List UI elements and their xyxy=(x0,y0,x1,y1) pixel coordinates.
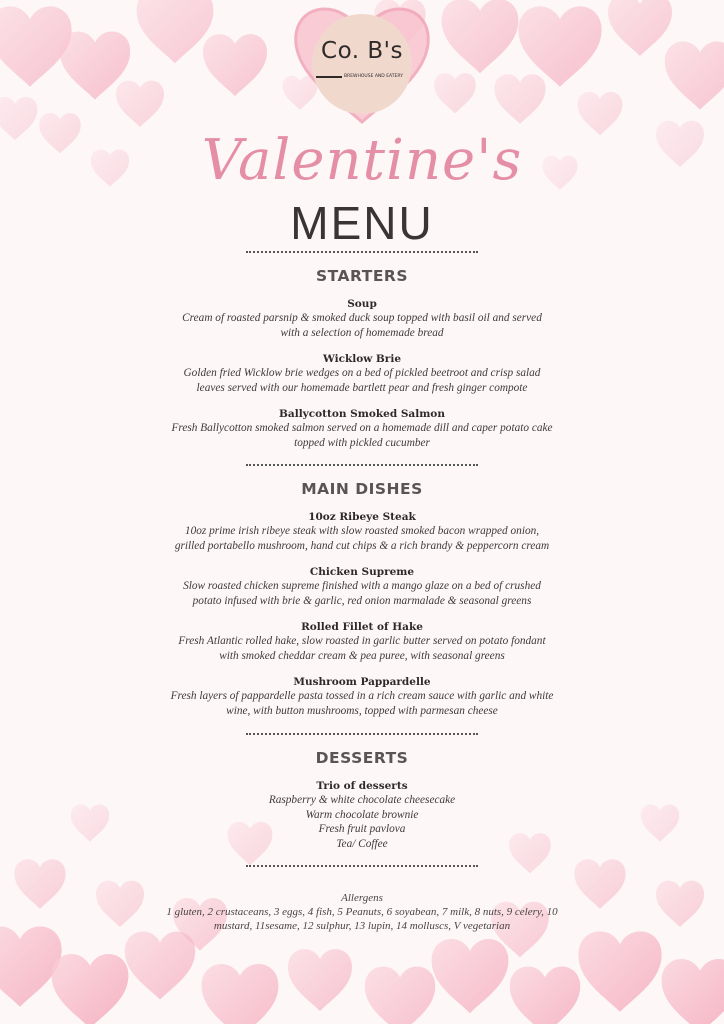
menu-item-ribeye-steak xyxy=(160,511,564,553)
description-line: with a selection of homemade bread xyxy=(280,326,444,339)
allergens-line: mustard, 11sesame, 12 sulphur, 13 lupin, 14 molluscs, V vegetarian xyxy=(213,920,511,932)
description-line: Slow roasted chicken supreme finished with a mango glaze on a bed of crushed xyxy=(183,580,541,592)
description-line: leaves served with our homemade bartlett pear and fresh ginger compote xyxy=(196,381,528,394)
description-line: Cream of roasted parsnip & smoked duck soup topped with basil oil and served xyxy=(182,312,542,324)
item-name: 10oz Ribeye Steak xyxy=(308,511,416,523)
description-line: wine, with button mushrooms, topped with parmesan cheese xyxy=(226,704,498,717)
description-line: Fresh layers of pappardelle pasta tossed in a rich cream sauce with garlic and white xyxy=(170,690,554,702)
description-line: Fresh Atlantic rolled hake, slow roasted in garlic butter served on potato fondant xyxy=(178,635,546,647)
item-description xyxy=(160,689,564,718)
item-name: Chicken Supreme xyxy=(309,566,415,578)
item-description xyxy=(160,311,564,340)
item-name: Wicklow Brie xyxy=(322,353,402,365)
description-line: Golden fried Wicklow brie wedges on a bed of pickled beetroot and crisp salad xyxy=(183,367,541,379)
menu-item-trio-of-desserts xyxy=(160,780,564,851)
item-name: Soup xyxy=(347,298,377,310)
allergens-note xyxy=(150,891,574,933)
divider xyxy=(246,733,478,735)
dessert-line: Raspberry & white chocolate cheesecake xyxy=(268,794,456,806)
divider xyxy=(246,865,478,867)
section-title-main-dishes: MAIN DISHES xyxy=(301,480,423,498)
menu-item-soup xyxy=(160,298,564,340)
menu-item-smoked-salmon xyxy=(160,408,564,450)
logo-name: Co. B's xyxy=(321,38,403,64)
item-name: Trio of desserts xyxy=(316,780,408,792)
item-description xyxy=(160,579,564,608)
dessert-line: Warm chocolate brownie xyxy=(305,808,419,821)
logo-disc xyxy=(312,14,412,114)
menu-title: MENU xyxy=(290,197,434,249)
description-line: topped with pickled cucumber xyxy=(294,436,430,449)
item-name: Mushroom Pappardelle xyxy=(293,676,431,688)
menu-item-mushroom-pappardelle xyxy=(160,676,564,718)
logo-underline xyxy=(316,76,342,78)
item-description xyxy=(160,524,564,553)
divider xyxy=(246,251,478,253)
menu-item-rolled-hake xyxy=(160,621,564,663)
dessert-line: Tea/ Coffee xyxy=(336,837,388,850)
description-line: grilled portabello mushroom, hand cut chips & a rich brandy & peppercorn cream xyxy=(174,539,550,552)
logo xyxy=(282,0,442,125)
item-name: Ballycotton Smoked Salmon xyxy=(279,408,445,420)
allergens-label: Allergens xyxy=(341,892,383,904)
divider xyxy=(246,464,478,466)
item-name: Rolled Fillet of Hake xyxy=(301,621,423,633)
description-line: with smoked cheddar cream & pea puree, with seasonal greens xyxy=(219,649,505,662)
description-line: Fresh Ballycotton smoked salmon served on a homemade dill and caper potato cake xyxy=(171,422,553,434)
section-title-desserts: DESSERTS xyxy=(315,749,409,767)
menu-item-wicklow-brie xyxy=(160,353,564,395)
dessert-line: Fresh fruit pavlova xyxy=(318,823,406,835)
item-description xyxy=(160,634,564,663)
section-title-starters: STARTERS xyxy=(315,267,409,285)
logo-tagline: BREWHOUSE AND EATERY xyxy=(344,74,403,79)
menu-item-chicken-supreme xyxy=(160,566,564,608)
item-description xyxy=(160,366,564,395)
description-line: potato infused with brie & garlic, red onion marmalade & seasonal greens xyxy=(192,594,532,607)
item-description xyxy=(160,421,564,450)
allergens-line: 1 gluten, 2 crustaceans, 3 eggs, 4 fish, 5 Peanuts, 6 soyabean, 7 milk, 8 nuts, 9 celery, 10 xyxy=(166,906,558,918)
description-line: 10oz prime irish ribeye steak with slow roasted smoked bacon wrapped onion, xyxy=(184,525,540,537)
valentines-title: Valentine's xyxy=(201,128,523,193)
